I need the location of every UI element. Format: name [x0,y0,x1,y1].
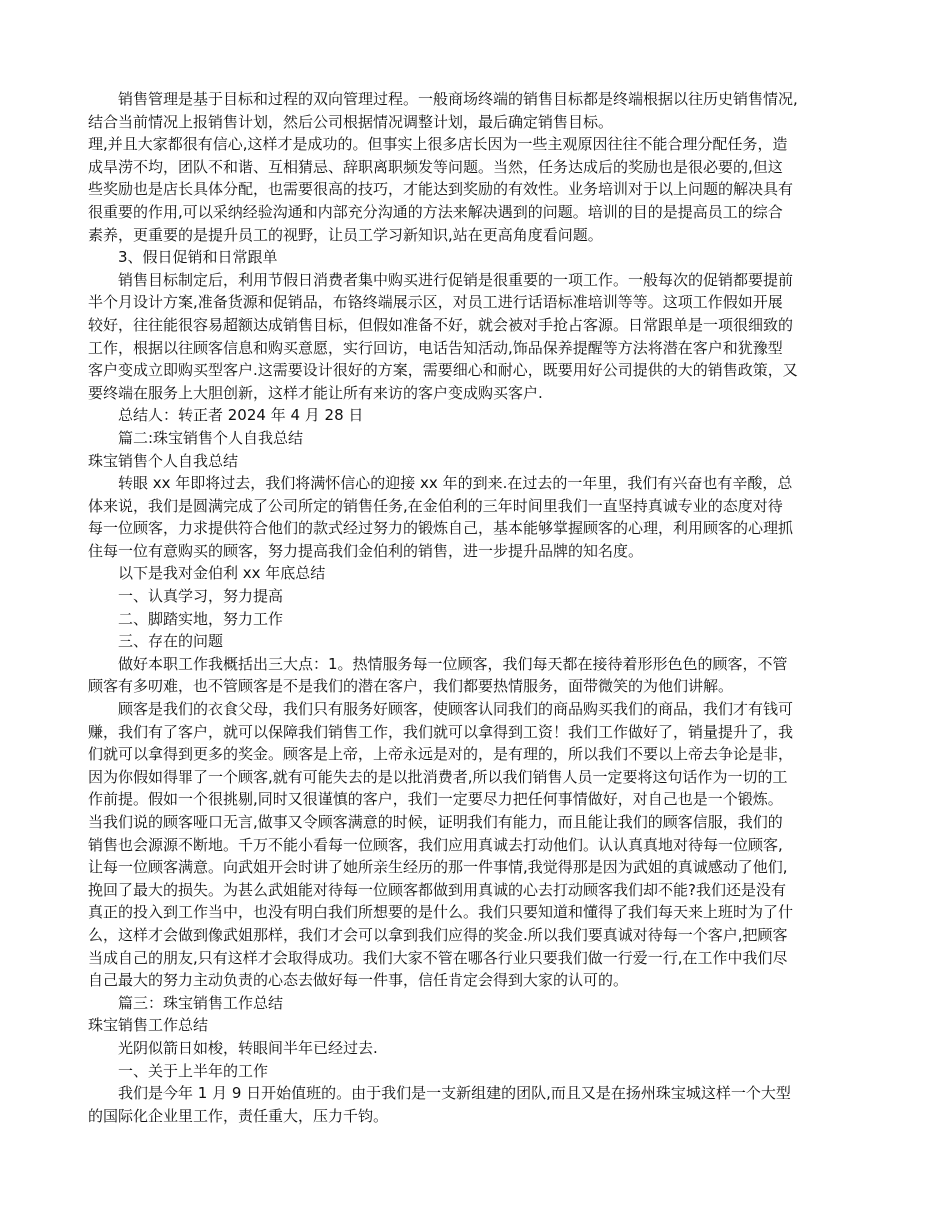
paragraph-summary-intro: 以下是我对金伯利 xx 年底总结 [118,564,326,583]
list-item-problems: 三、存在的问题 [118,632,224,651]
signature-line: 总结人：转正者 2024 年 4 月 28 日 [118,406,364,425]
heading-holiday-promotion: 3、假日促销和日常跟单 [118,248,278,267]
paragraph-team-start: 我们是今年 1 月 9 日开始值班的。由于我们是一支新组建的团队,而且又是在扬州珠宝城这样一个大型 的国际化企业里工作，责任重大，压力千钧。 [88,1084,791,1125]
paragraph-three-points: 做好本职工作我概括出三大点：1。热情服务每一位顾客，我们每天都在接待着形形色色的顾客，不管 顾客有多叨难，也不管顾客是不是我们的潜在客户，我们都要热情服务，面带微笑的为他们讲解。 [88,654,788,696]
paragraph-half-year: 光阴似箭日如梭，转眼间半年已经过去. [118,1038,378,1057]
list-item-work: 二、脚踏实地，努力工作 [118,609,284,628]
section-title-part-three: 篇三：珠宝销售工作总结 [118,993,284,1012]
paragraph-task-allocation: 理,并且大家都很有信心,这样才是成功的。但事实上很多店长因为一些主观原因往往不能合理分配任务，造 成旱涝不均，团队不和谐、互相猜忌、辞职离职频发等问题。当然，任务达成后的奖励也是很必要的,但这 些奖励也是店长具体分配，也需要很高的技巧，才能达到奖励的有效性。业务培训对于以上问题的解决具有 很重要的作用,可以采纳经验沟通和内部充分沟通的方法来解决遇到的问题。培训的目的是提高员工的综合 素养，更重要的是提升员工的视野，让员工学习新知识,站在更高角度看问题。 [88,135,794,244]
heading-first-half-work: 一、关于上半年的工作 [118,1061,269,1080]
paragraph-customers: 顾客是我们的衣食父母，我们只有服务好顾客，使顾客认同我们的商品购买我们的商品，我们才有钱可 赚，我们有了客户，就可以保障我们销售工作，我们就可以拿得到工资！我们工作做好了，销量提升了，我 们就可以拿得到更多的奖金。顾客是上帝，上帝永远是对的，是有理的，所以我们不要以上帝去争论是非， 因为你假如得罪了一个顾客,就有可能失去的是以批消费者,所以我们销售人员一定要将这句话作为一切的工 作前提。假如一个很挑剔,同时又很谨慎的客户，我们一定要尽力把任何事情做好，对自己也是一个锻炼。 当我们说的顾客哑口无言,做事又令顾客满意的时候，证明我们有能力，而且能让我们的顾客信服，我们的 销售也会源源不断地。千万不能小看每一位顾客，我们应用真诚去打动他们。认认真真地对待每一位顾客, 让每一位顾客满意。向武姐开会时讲了她所亲生经历的那一件事情,我觉得那是因为武姐的真诚感动了他们, 挽回了最大的损失。为甚么武姐能对待每一位顾客都做到用真诚的心去打动顾客我们却不能?我们还是没有 真正的投入到工作当中，也没有明白我们所想要的是什么。我们只要知道和懂得了我们每天来上班时为了什 么，这样才会做到像武姐那样，我们才会可以拿到我们应得的奖金.所以我们要真诚对待每一个客户,把顾客 当成自己的朋友,只有这样才会取得成功。我们大家不管在哪各行业只要我们做一行爱一行,在工作中我们尽 自己最大的努力主动负责的心态去做好每一件事，信任肯定会得到大家的认可的。 [88,700,794,990]
paragraph-year-review: 转眼 xx 年即将过去，我们将满怀信心的迎接 xx 年的到来.在过去的一年里，我们有兴奋也有辛酸，总 体来说，我们是圆满完成了公司所定的销售任务,在金伯利的三年时间里我们一直坚持真诚专业的态度对待 每一位顾客，力求提供符合他们的款式经过努力的锻炼自己，基本能够掌握顾客的心理，利用顾客的心理抓 住每一位有意购买的顾客，努力提高我们金伯利的销售，进一步提升品牌的知名度。 [88,474,794,560]
paragraph-sales-management: 销售管理是基于目标和过程的双向管理过程。一般商场终端的销售目标都是终端根据以往历史销售情况, 结合当前情况上报销售计划，然后公司根据情况调整计划，最后确定销售目标。 [88,90,798,131]
subtitle-part-three: 珠宝销售工作总结 [88,1016,209,1035]
subtitle-part-two: 珠宝销售个人自我总结 [88,451,239,470]
paragraph-promotion: 销售目标制定后，利用节假日消费者集中购买进行促销是很重要的一项工作。一般每次的促销都要提前 半个月设计方案,准备货源和促销品，布铬终端展示区，对员工进行话语标准培训等等。这项工作假如开展 较好，往往能很容易超额达成销售目标，但假如准备不好，就会被对手抢占客源。日常跟单是一项很细致的 工作，根据以往顾客信息和购买意愿，实行回访，电话告知活动,饰品保养提醒等方法将潜在客户和犹豫型 客户变成立即购买型客户.这需要设计很好的方案，需要细心和耐心，既要用好公司提供的大的销售政策，又 要终端在服务上大胆创新，这样才能让所有来访的客户变成购买客户. [88,270,798,402]
list-item-study: 一、认真学习，努力提高 [118,587,284,606]
section-title-part-two: 篇二:珠宝销售个人自我总结 [118,428,304,447]
